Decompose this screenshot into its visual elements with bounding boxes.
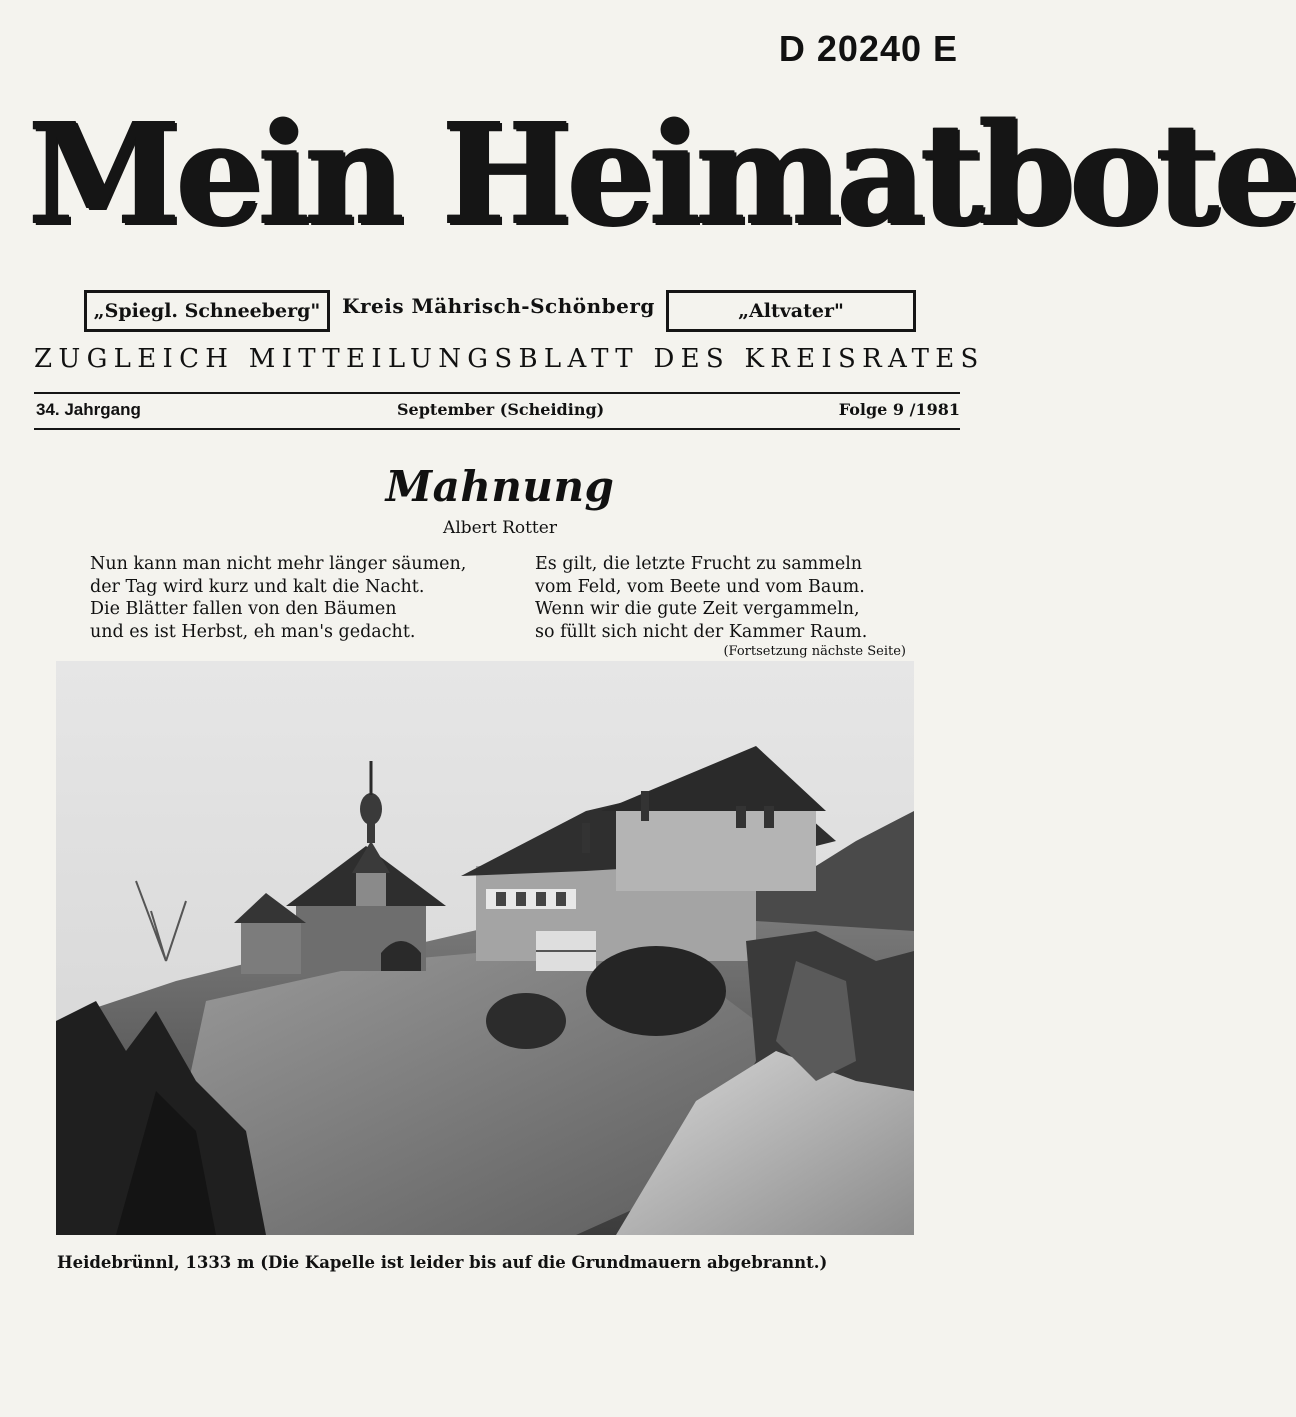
poem-stanza-left <box>90 553 510 643</box>
continuation-note: (Fortsetzung nächste Seite) <box>723 644 906 659</box>
chapel-hut-photo-illustration <box>56 661 914 1235</box>
poem-title: Mahnung <box>385 462 615 511</box>
masthead-subhead <box>84 290 916 332</box>
masthead-title: Mein Heimatbote <box>28 93 1296 257</box>
divider-bottom <box>34 428 960 430</box>
poem-line: und es ist Herbst, eh man's gedacht. <box>90 621 416 642</box>
region-box-right-label: „Altvater" <box>738 300 844 322</box>
issue-volume: 34. Jahrgang <box>36 400 141 419</box>
poem-line: Wenn wir die gute Zeit vergammeln, <box>535 599 860 619</box>
issn-number: D 20240 E <box>778 28 958 69</box>
poem-line: so füllt sich nicht der Kammer Raum. <box>535 621 868 642</box>
divider-top <box>34 392 960 394</box>
landscape-photo <box>56 661 914 1235</box>
poem-line: der Tag wird kurz und kalt die Nacht. <box>90 576 425 597</box>
poem-author: Albert Rotter <box>443 518 557 538</box>
photo-caption: Heidebrünnl, 1333 m (Die Kapelle ist leider bis auf die Grundmauern abgebrannt.) <box>57 1253 828 1272</box>
poem-line: vom Feld, vom Beete und vom Baum. <box>535 576 865 597</box>
issue-number: Folge 9 /1981 <box>838 400 960 419</box>
poem-stanza-right <box>535 553 925 643</box>
masthead-subtitle: ZUGLEICH MITTEILUNGSBLATT DES KREISRATES <box>34 344 985 374</box>
poem-line: Nun kann man nicht mehr länger säumen, <box>90 554 467 574</box>
region-box-left <box>84 290 330 332</box>
region-box-right <box>666 290 916 332</box>
issue-month: September (Scheiding) <box>397 400 605 419</box>
kreis-label: Kreis Mährisch-Schönberg <box>342 294 655 318</box>
region-box-left-label: „Spiegl. Schneeberg" <box>93 300 321 322</box>
poem-line: Die Blätter fallen von den Bäumen <box>90 599 397 619</box>
poem-line: Es gilt, die letzte Frucht zu sammeln <box>535 554 863 574</box>
